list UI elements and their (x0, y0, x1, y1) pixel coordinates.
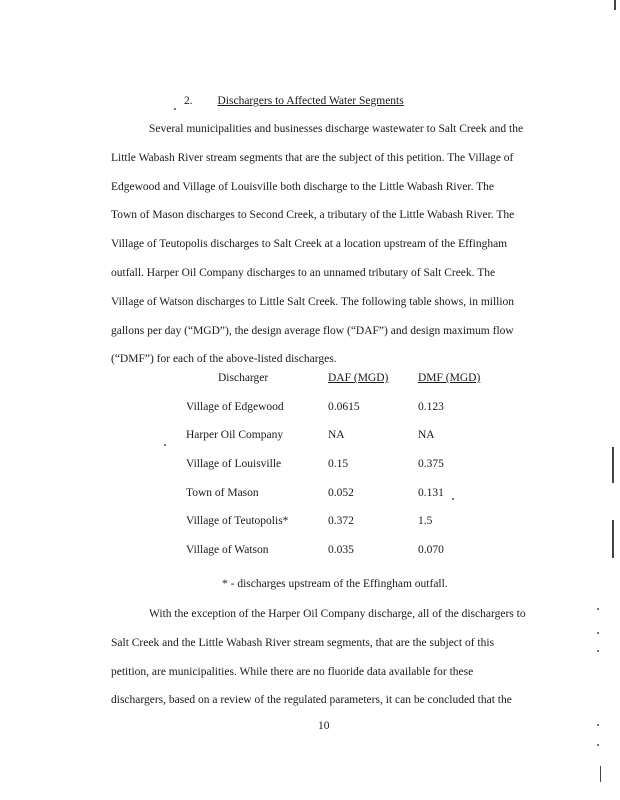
table-cell: 1.5 (418, 515, 433, 528)
scan-artifact-line (612, 447, 614, 483)
table-cell: Village of Teutopolis* (186, 515, 289, 528)
section-number: 2. (184, 95, 193, 107)
column-header-dmf: DMF (MGD) (418, 372, 481, 384)
text-line: outfall. Harper Oil Company discharges to an unnamed tributary of Salt Creek. The (111, 266, 496, 279)
text-line: With the exception of the Harper Oil Company discharge, all of the dischargers to (149, 608, 526, 620)
table-cell: Village of Watson (186, 544, 269, 557)
text-line: Village of Watson discharges to Little Salt Creek. The following table shows, in million (111, 295, 515, 308)
scan-artifact-dot (452, 498, 454, 500)
scan-artifact-dot (174, 108, 176, 110)
section-heading (184, 95, 404, 107)
column-header-daf: DAF (MGD) (328, 372, 389, 384)
table-cell: Harper Oil Company (186, 429, 284, 442)
scan-artifact-dot (597, 632, 599, 634)
table-cell: Village of Edgewood (186, 400, 284, 413)
table-cell: 0.052 (328, 486, 354, 499)
page-number: 10 (318, 720, 330, 732)
paragraph-conclusion (111, 600, 539, 715)
text-line: petition, are municipalities. While there are no fluoride data available for these (111, 665, 474, 678)
scan-artifact-dot (164, 444, 166, 446)
table-cell: 0.035 (328, 544, 354, 557)
scan-artifact-line (600, 766, 601, 782)
text-line: Edgewood and Village of Louisville both discharge to the Little Wabash River. The (111, 180, 495, 193)
table-cell: 0.131 (418, 486, 444, 499)
table-cell: NA (328, 429, 345, 442)
scan-artifact-dot (597, 744, 599, 746)
column-header-discharger: Discharger (218, 372, 269, 384)
text-line: gallons per day (“MGD”), the design average flow (“DAF”) and design maximum flow (111, 324, 514, 337)
text-line: (“DMF”) for each of the above-listed discharges. (111, 353, 337, 366)
text-line: dischargers, based on a review of the regulated parameters, it can be concluded that the (111, 694, 512, 707)
scan-artifact-line (612, 520, 614, 558)
table-cell: Village of Louisville (186, 458, 282, 471)
text-line: Several municipalities and businesses discharge wastewater to Salt Creek and the (149, 123, 524, 135)
text-line: Little Wabash River stream segments that are the subject of this petition. The Village of (111, 151, 514, 164)
scan-artifact-dot (597, 650, 599, 652)
table-cell: 0.070 (418, 544, 444, 557)
scan-artifact-dot (597, 608, 599, 610)
table-cell: Town of Mason (186, 486, 259, 499)
table-cell: 0.15 (328, 458, 349, 471)
table-cell: NA (418, 429, 435, 442)
text-line: Town of Mason discharges to Second Creek, a tributary of the Little Wabash River. The (111, 209, 515, 222)
text-line: Village of Teutopolis discharges to Salt Creek at a location upstream of the Effingham (111, 238, 508, 251)
paragraph-intro (111, 115, 539, 374)
table-cell: 0.123 (418, 400, 444, 413)
scan-artifact-line (614, 0, 616, 10)
scan-artifact-dot (597, 724, 599, 726)
table-cell: 0.372 (328, 515, 354, 528)
table-cell: 0.0615 (328, 400, 360, 413)
section-title: Dischargers to Affected Water Segments (217, 95, 404, 107)
table-cell: 0.375 (418, 458, 444, 471)
table-footnote: * - discharges upstream of the Effingham outfall. (222, 578, 448, 590)
text-line: Salt Creek and the Little Wabash River stream segments, that are the subject of this (111, 636, 495, 649)
